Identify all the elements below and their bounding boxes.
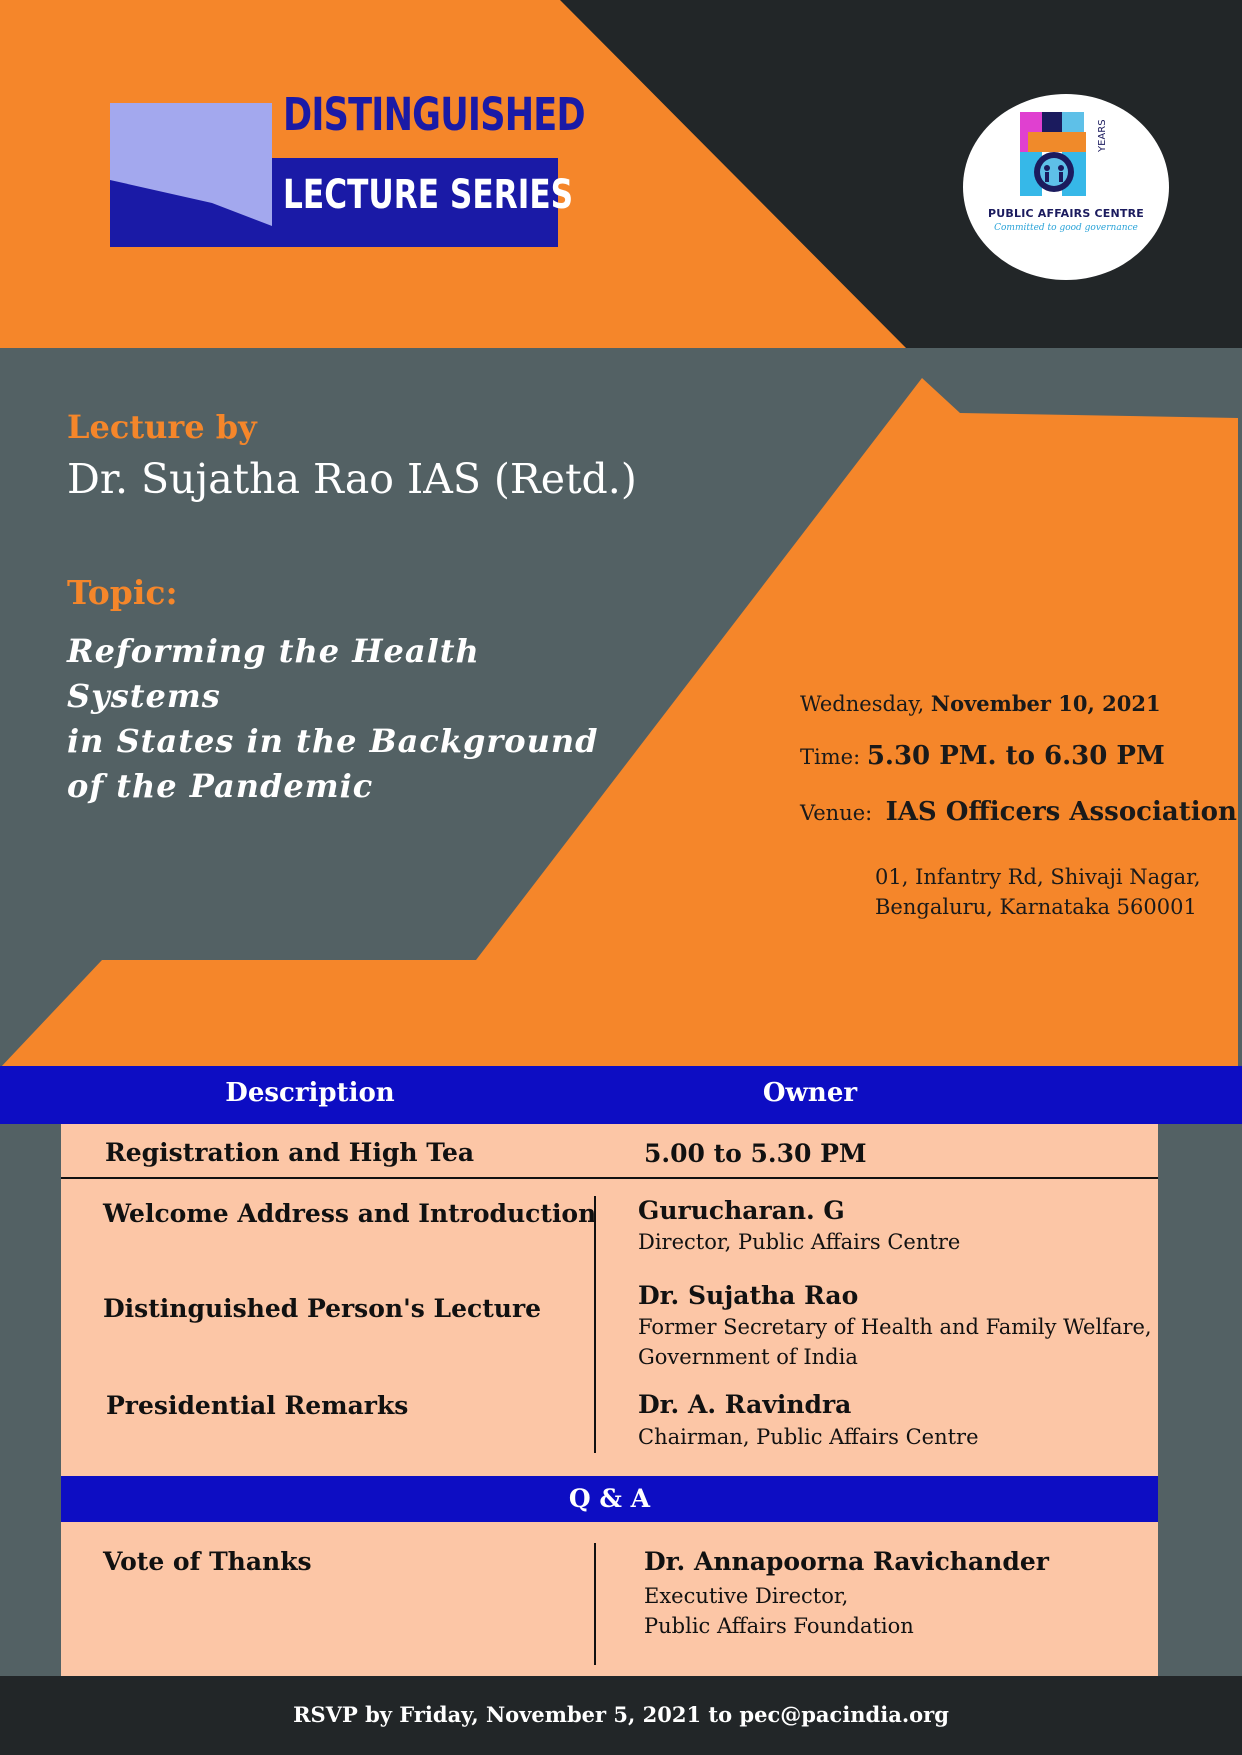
agenda-item-owner: Dr. Sujatha Rao: [638, 1281, 859, 1310]
agenda-item-description: Distinguished Person's Lecture: [103, 1294, 542, 1323]
agenda-item-owner: Gurucharan. G: [638, 1196, 845, 1225]
agenda-item-description: Vote of Thanks: [103, 1547, 312, 1576]
venue-address-line: Bengaluru, Karnataka 560001: [875, 895, 1197, 919]
lecture-by-label: Lecture by: [67, 408, 257, 446]
rsvp-text: RSVP by Friday, November 5, 2021 to pec@pacindia.org: [293, 1702, 949, 1727]
time-value: 5.30 PM. to 6.30 PM: [866, 741, 1165, 771]
topic-line: of the Pandemic: [67, 767, 374, 805]
agenda-item-role: Government of India: [638, 1345, 858, 1369]
pac-name: PUBLIC AFFAIRS CENTRE: [988, 207, 1144, 220]
venue-value: IAS Officers Association: [885, 797, 1237, 827]
topic-text: [67, 629, 627, 809]
agenda-item-owner: Dr. Annapoorna Ravichander: [644, 1547, 1049, 1576]
agenda-item-time: 5.00 to 5.30 PM: [644, 1139, 867, 1168]
pac-years-label: YEARS: [1097, 119, 1108, 152]
venue-address-line: 01, Infantry Rd, Shivaji Nagar,: [875, 865, 1201, 889]
time-label: Time:: [800, 745, 861, 769]
agenda-item-role: Director, Public Affairs Centre: [638, 1230, 961, 1254]
pac-tagline: Committed to good governance: [994, 223, 1138, 233]
event-date: [800, 691, 1161, 716]
agenda-item-description: Presidential Remarks: [106, 1391, 409, 1420]
event-venue: [800, 797, 1237, 827]
agenda-item-description: Welcome Address and Introduction: [103, 1199, 597, 1228]
event-date-value: November 10, 2021: [930, 691, 1161, 716]
series-subtitle: LECTURE SERIES: [283, 172, 574, 218]
series-title: DISTINGUISHED: [283, 88, 585, 141]
event-time: [800, 741, 1165, 771]
agenda-header-owner: Owner: [762, 1078, 858, 1108]
topic-line: Reforming the Health Systems: [67, 632, 480, 715]
agenda-item-role: Former Secretary of Health and Family Welfare,: [638, 1315, 1152, 1339]
agenda-item-role: Executive Director,: [644, 1584, 849, 1608]
agenda-item-description: Registration and High Tea: [105, 1138, 475, 1167]
qa-label: Q & A: [568, 1484, 651, 1513]
event-day: Wednesday,: [800, 692, 925, 716]
agenda-item-role: Public Affairs Foundation: [644, 1614, 914, 1638]
topic-label: Topic:: [67, 573, 178, 612]
agenda-item-owner: Dr. A. Ravindra: [638, 1390, 852, 1419]
venue-label: Venue:: [800, 801, 873, 825]
agenda-item-role: Chairman, Public Affairs Centre: [638, 1425, 979, 1449]
agenda-header-description: Description: [225, 1078, 395, 1108]
topic-line: in States in the Background: [67, 722, 599, 760]
speaker-name: Dr. Sujatha Rao IAS (Retd.): [67, 455, 637, 503]
pac-25-years-logo-icon: [1018, 110, 1098, 200]
